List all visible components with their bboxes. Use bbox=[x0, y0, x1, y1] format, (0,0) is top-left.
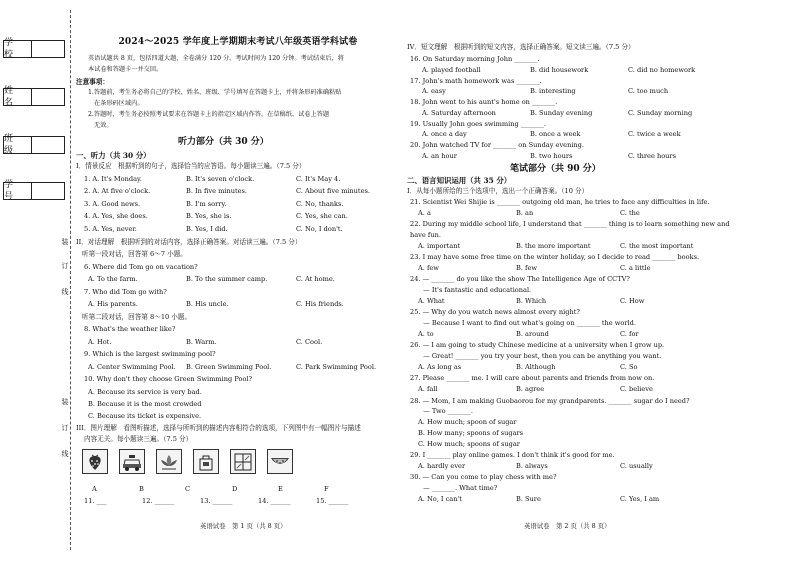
q16-option-c[interactable]: C. did no homework bbox=[628, 65, 696, 74]
q7-option-b[interactable]: B. His uncle. bbox=[186, 300, 229, 308]
q29-option-a[interactable]: A. hardly ever bbox=[418, 462, 466, 470]
q16-option-a[interactable]: A. played football bbox=[422, 65, 481, 74]
q9-option-a[interactable]: A. Center Swimming Pool. bbox=[88, 363, 176, 371]
q4-option-a[interactable]: 4. A. Yes, she does. bbox=[84, 212, 148, 221]
answer-blank-14[interactable]: 14. ______ bbox=[258, 497, 291, 505]
notice-line: 无效。 bbox=[94, 122, 113, 129]
q17-option-c[interactable]: C. too much bbox=[628, 87, 669, 96]
q29-option-c[interactable]: C. usually bbox=[620, 462, 653, 470]
q20-option-c[interactable]: C. three hours bbox=[628, 151, 676, 160]
name-field-box bbox=[3, 85, 65, 108]
footer-page-1: 英语试卷 第 1 页（共 8 页） bbox=[200, 522, 287, 530]
question-22: 22. During my middle school life, I understand that _______ thing is to learn something new and bbox=[410, 220, 730, 229]
lotus-icon bbox=[156, 449, 182, 474]
q16-option-b[interactable]: B. did housework bbox=[530, 65, 589, 74]
answer-blank-12[interactable]: 12. ______ bbox=[142, 497, 175, 505]
notice-title: 注意事项： bbox=[76, 78, 109, 86]
question-28: 28. — Mom, I am making Guobaorou for my grandparents. _______ sugar do I need? bbox=[410, 396, 690, 405]
notice-line: 1.答题前，考生务必将自己的学校、姓名、班级、学号填写在答题卡上，并将条形码准确粘贴 bbox=[88, 89, 342, 96]
question-10: 10. Why don't they choose Green Swimming Pool? bbox=[84, 375, 253, 383]
q9-option-b[interactable]: B. Green Swimming Pool. bbox=[186, 363, 272, 371]
section-1-part-2: II．对话理解 根据听到的对话内容，选择正确答案。对话读三遍。（7.5 分） bbox=[76, 238, 302, 246]
picture-letter-E: E bbox=[278, 485, 283, 493]
question-24-line-2: — It's fantastic and educational. bbox=[410, 286, 532, 295]
q17-option-b[interactable]: B. interesting bbox=[530, 87, 576, 96]
picture-letter-C: C bbox=[185, 485, 191, 493]
question-30-line-2: — _______. What time? bbox=[410, 484, 498, 493]
footer-page-2: 英语试卷 第 2 页（共 8 页） bbox=[524, 522, 611, 530]
q9-option-c[interactable]: C. Park Swimming Pool. bbox=[296, 363, 377, 371]
q1-option-a[interactable]: 1. A. It's Monday. bbox=[84, 175, 142, 183]
q27-option-b[interactable]: B. agree bbox=[516, 385, 545, 394]
answer-blank-13[interactable]: 13. ______ bbox=[200, 497, 233, 505]
written-part-title: 笔试部分（共 90 分） bbox=[510, 164, 601, 174]
notice-line: 2.答题时，考生务必按照考试要求在答题卡上的指定区域内作答，在草稿纸、试卷上答题 bbox=[88, 111, 330, 118]
q23-option-b[interactable]: B. few bbox=[516, 264, 538, 272]
binding-word: 装 bbox=[61, 398, 69, 406]
q22-option-a[interactable]: A. important bbox=[418, 241, 461, 250]
q23-option-a[interactable]: A. few bbox=[418, 264, 439, 272]
q2-option-c[interactable]: C. About five minutes. bbox=[296, 187, 370, 196]
section-1-part-3: III．图片理解 看图听描述，选择与所听到的描述内容相符合的选项，下列图中有一幅图片与描述 bbox=[76, 424, 361, 432]
question-16: 16. On Saturday morning John _______. bbox=[410, 55, 540, 63]
q26-option-b[interactable]: B. Although bbox=[516, 363, 556, 371]
q10-option-a[interactable]: A. Because its service is very bad. bbox=[88, 388, 202, 396]
student-id-label: 学 号 bbox=[3, 182, 31, 200]
q30-option-a[interactable]: A. No, I can't bbox=[418, 495, 462, 503]
listening-part-title: 听力部分（共 30 分） bbox=[178, 137, 269, 147]
q10-option-c[interactable]: C. Because its ticket is expensive. bbox=[88, 412, 202, 420]
school-field-box bbox=[3, 37, 65, 60]
q4-option-c[interactable]: C. Yes, she can. bbox=[296, 212, 348, 221]
binding-word: 线 bbox=[61, 450, 69, 458]
q29-option-b[interactable]: B. always bbox=[516, 462, 548, 470]
question-6: 6. Where did Tom go on vacation? bbox=[84, 263, 198, 271]
q19-option-a[interactable]: A. once a day bbox=[422, 130, 467, 139]
section-1-title: 一、听力（共 30 分） bbox=[76, 151, 151, 160]
intro-line: 本试卷和答题卡一并交回。 bbox=[88, 66, 163, 73]
picture-options bbox=[82, 449, 293, 474]
binding-margin bbox=[0, 0, 72, 561]
q3-option-b[interactable]: B. I'm sorry. bbox=[186, 199, 227, 208]
q3-option-c[interactable]: C. No, thanks. bbox=[296, 199, 344, 208]
question-23: 23. I may have some free time on the winter holiday, so I decide to read _______ books. bbox=[410, 253, 700, 262]
q19-option-c[interactable]: C. twice a week bbox=[628, 130, 681, 139]
question-22-line-2: have fun. bbox=[410, 231, 441, 239]
q22-option-c[interactable]: C. the most important bbox=[620, 241, 694, 250]
q6-option-b[interactable]: B. To the summer camp. bbox=[186, 275, 268, 283]
question-26-line-2: — Great! _______ you try your best, then you can be anything you want. bbox=[410, 352, 662, 361]
q26-option-a[interactable]: A. As long as bbox=[418, 363, 462, 371]
picture-letter-D: D bbox=[232, 485, 238, 493]
q18-option-a[interactable]: A. Saturday afternoon bbox=[422, 108, 496, 117]
q18-option-b[interactable]: B. Sunday evening bbox=[530, 108, 593, 117]
q5-option-a[interactable]: 5. A. Yes, never. bbox=[84, 224, 137, 233]
binding-word: 线 bbox=[61, 288, 69, 296]
picture-letter-F: F bbox=[324, 485, 329, 493]
question-27: 27. Please _______ me. I will care about parents and friends from now on. bbox=[410, 374, 655, 383]
q7-option-a[interactable]: A. His parents. bbox=[88, 300, 138, 308]
q27-option-c[interactable]: C. believe bbox=[620, 385, 653, 394]
q1-option-b[interactable]: B. It's seven o'clock. bbox=[186, 175, 255, 183]
question-29: 29. I _______ play online games. I don't think it's good for me. bbox=[410, 451, 615, 460]
class-input[interactable] bbox=[31, 136, 65, 154]
picture-letter-A: A bbox=[92, 485, 97, 493]
q2-option-a[interactable]: 2. A. At five o'clock. bbox=[84, 187, 151, 196]
q24-option-c[interactable]: C. How bbox=[620, 297, 645, 305]
q19-option-b[interactable]: B. once a week bbox=[530, 130, 581, 139]
q10-option-b[interactable]: B. Because it is the most crowded bbox=[88, 400, 202, 408]
question-26: 26. — I am going to study Chinese medicine at a university when I grow up. bbox=[410, 341, 665, 350]
watermelon-icon bbox=[267, 449, 293, 474]
q28-option-c[interactable]: C. How much; spoons of sugar bbox=[418, 439, 520, 448]
q24-option-b[interactable]: B. Which bbox=[516, 297, 547, 305]
q8-option-c[interactable]: C. Cool. bbox=[296, 338, 323, 346]
question-18: 18. John went to his aunt's home on _______. bbox=[410, 98, 558, 107]
q20-option-b[interactable]: B. two hours bbox=[530, 151, 573, 160]
question-20: 20. John watched TV for _______ on Sunday evening. bbox=[410, 141, 585, 150]
q21-option-a[interactable]: A. a bbox=[418, 208, 431, 217]
q8-option-a[interactable]: A. Hot. bbox=[88, 338, 112, 346]
q6-option-a[interactable]: A. To the farm. bbox=[88, 275, 138, 283]
q8-option-b[interactable]: B. Warm. bbox=[186, 338, 217, 346]
q4-option-b[interactable]: B. Yes, she is. bbox=[186, 212, 232, 221]
section-1-part-1: I．情景反应 根据听到的句子，选择恰当的应答语。每小题读三遍。（7.5 分） bbox=[76, 162, 306, 170]
class-label: 班 级 bbox=[3, 136, 31, 154]
question-21: 21. Scientist Wei Shijie is _______ outgoing old man, he tries to face any difficulties in life. bbox=[410, 198, 710, 206]
q27-option-a[interactable]: A. fall bbox=[418, 385, 438, 394]
q24-option-a[interactable]: A. What bbox=[418, 297, 445, 305]
student-id-field-box bbox=[3, 179, 65, 202]
taxi-icon bbox=[119, 449, 145, 474]
question-25: 25. — Why do you watch news almost every night? bbox=[410, 308, 580, 317]
window-icon bbox=[230, 449, 256, 474]
section-1-part-3-cont: 内容无关。每小题读三遍。（7.5 分） bbox=[84, 435, 193, 443]
school-label: 学 校 bbox=[3, 40, 31, 58]
q25-option-a[interactable]: A. to bbox=[418, 330, 434, 338]
q25-option-b[interactable]: B. around bbox=[516, 330, 549, 338]
q28-option-a[interactable]: A. How much; spoon of sugar bbox=[418, 418, 517, 427]
q26-option-c[interactable]: C. So bbox=[620, 363, 638, 371]
dialog-1-note: 听第一段对话，回答第 6～7 小题。 bbox=[82, 250, 187, 258]
q20-option-a[interactable]: A. an hour bbox=[422, 151, 457, 160]
student-id-input[interactable] bbox=[31, 182, 65, 200]
question-19: 19. Usually John goes swimming _______. bbox=[410, 119, 547, 128]
question-30: 30. — Can you come to play chess with me? bbox=[410, 473, 557, 482]
question-8: 8. What's the weather like? bbox=[84, 325, 176, 333]
q21-option-c[interactable]: C. the bbox=[620, 208, 640, 217]
q25-option-c[interactable]: C. for bbox=[620, 330, 639, 338]
q5-option-c[interactable]: C. No, I don't. bbox=[296, 224, 343, 233]
binding-word: 订 bbox=[61, 424, 69, 432]
section-1-part-4: IV．短文理解 根据听到的短文内容，选择正确答案。短文读三遍。（7.5 分） bbox=[407, 43, 635, 51]
answer-blank-15[interactable]: 15. ______ bbox=[316, 497, 349, 505]
class-field-box bbox=[3, 133, 65, 156]
strawberry-icon bbox=[82, 449, 108, 474]
q21-option-b[interactable]: B. an bbox=[516, 208, 534, 217]
q28-option-b[interactable]: B. How many; spoons of sugars bbox=[418, 429, 524, 437]
binding-dashed-line bbox=[70, 10, 71, 550]
section-2-part-1: I．从每小题所给的三个选项中，选出一个正确答案。（10 分） bbox=[407, 187, 589, 195]
q23-option-c[interactable]: C. a little bbox=[620, 264, 651, 272]
question-9: 9. Which is the largest swimming pool? bbox=[84, 350, 216, 358]
question-28-line-2: — Two _______. bbox=[410, 407, 473, 416]
q18-option-c[interactable]: C. Sunday morning bbox=[628, 108, 693, 117]
section-2-title: 二、语言知识运用（共 35 分） bbox=[407, 176, 512, 185]
q22-option-b[interactable]: B. the more important bbox=[516, 241, 591, 250]
q7-option-c[interactable]: C. His friends. bbox=[296, 300, 344, 308]
intro-line: 英语试题共 8 页，包括四道大题，全卷满分 120 分，考试时间为 120 分钟。考试结束后，将 bbox=[88, 55, 344, 62]
name-label: 姓 名 bbox=[3, 88, 31, 106]
q3-option-a[interactable]: 3. A. Good news. bbox=[84, 199, 141, 208]
dialog-2-note: 听第二段对话，回答第 8～10 小题。 bbox=[82, 313, 192, 321]
q2-option-b[interactable]: B. In five minutes. bbox=[186, 187, 247, 196]
bag-icon bbox=[193, 449, 219, 474]
school-input[interactable] bbox=[31, 40, 65, 58]
question-24: 24. — _______ do you like the show The Intelligence Age of CCTV? bbox=[410, 275, 630, 284]
question-17: 17. John's math homework was _______. bbox=[410, 76, 542, 85]
name-input[interactable] bbox=[31, 88, 65, 106]
q30-option-b[interactable]: B. Sure bbox=[516, 495, 541, 503]
binding-word: 装 bbox=[61, 238, 69, 246]
picture-letter-B: B bbox=[139, 485, 144, 493]
q5-option-b[interactable]: B. Yes, I did. bbox=[186, 224, 228, 233]
q6-option-c[interactable]: C. At home. bbox=[296, 275, 335, 283]
q30-option-c[interactable]: C. Yes, I am bbox=[620, 495, 660, 503]
answer-blank-11[interactable]: 11. ___ bbox=[84, 497, 107, 505]
q17-option-a[interactable]: A. easy bbox=[422, 87, 446, 96]
q1-option-c[interactable]: C. It's May 4. bbox=[296, 175, 341, 183]
question-25-line-2: — Because I want to find out what's going on _______ the world. bbox=[410, 319, 636, 328]
exam-title: 2024～2025 学年度上学期期末考试八年级英语学科试卷 bbox=[118, 37, 358, 47]
question-7: 7. Who did Tom go with? bbox=[84, 288, 167, 296]
binding-word: 订 bbox=[61, 262, 69, 270]
notice-line: 在条形码区域内。 bbox=[94, 100, 144, 107]
